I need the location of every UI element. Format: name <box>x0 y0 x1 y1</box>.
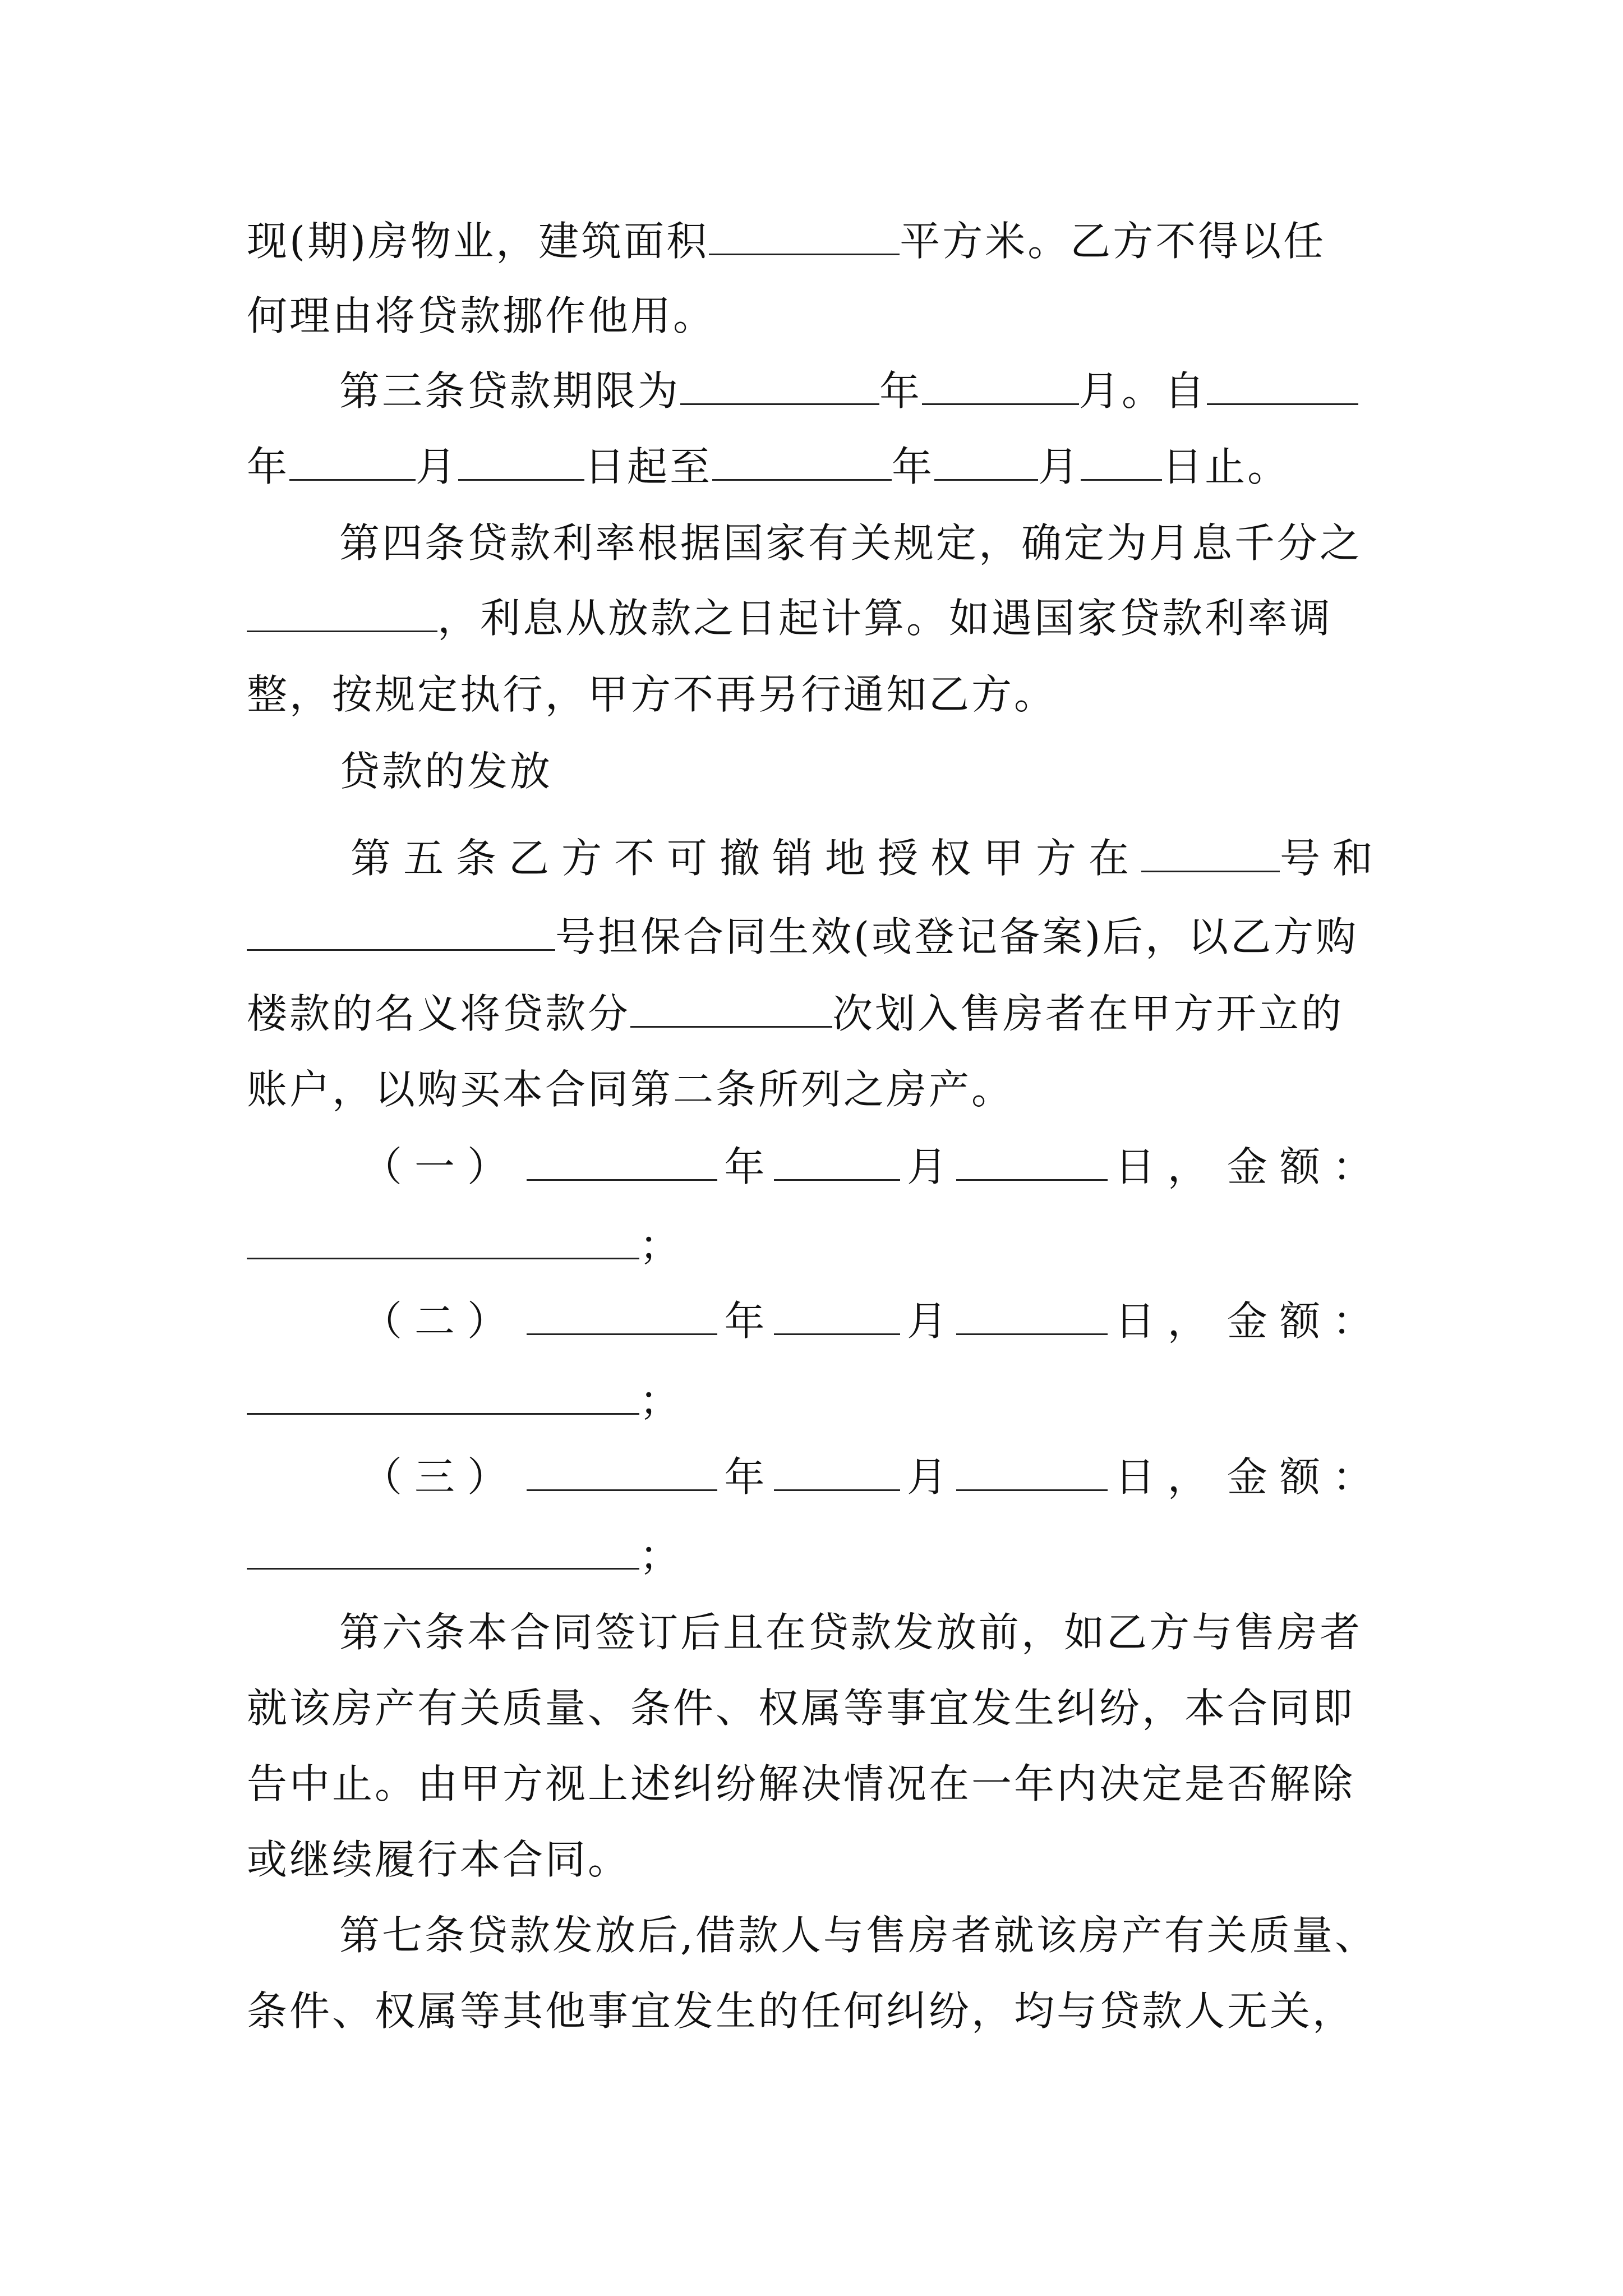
text-segment: 日， <box>1114 1143 1220 1190</box>
blank-field-month[interactable] <box>774 1299 900 1335</box>
text-line-23: 第七条贷款发放后,借款人与售房者就该房产有关质量、 <box>339 1912 1377 1959</box>
text-line-12: 账户，以购买本合同第二条所列之房产。 <box>247 1066 1015 1113</box>
text-line-24: 条件、权属等其他事宜发生的任何纠纷，均与贷款人无关， <box>247 1987 1355 2035</box>
text-segment: 金额： <box>1227 1453 1385 1501</box>
text-segment: 月。自 <box>1079 367 1207 415</box>
blank-field-amount[interactable] <box>247 1378 639 1415</box>
blank-field-contract-no-2[interactable] <box>247 914 555 951</box>
blank-field-year[interactable] <box>527 1299 717 1335</box>
text-segment: 次划入售房者在甲方开立的 <box>832 990 1344 1037</box>
blank-field-year[interactable] <box>527 1144 717 1181</box>
blank-field-years[interactable] <box>680 369 879 405</box>
text-line-22: 或继续履行本合同。 <box>247 1836 631 1883</box>
blank-field-start-day[interactable] <box>458 444 584 481</box>
blank-field-start-year[interactable] <box>1207 369 1358 405</box>
text-line-19: 第六条本合同签订后且在贷款发放前，如乙方与售房者 <box>339 1609 1363 1656</box>
text-line-7: 整，按规定执行，甲方不再另行通知乙方。 <box>247 671 1057 718</box>
text-segment: 号和 <box>1279 835 1385 882</box>
text-segment: 年 <box>892 443 935 490</box>
installment-number: （一） <box>362 1143 520 1190</box>
text-segment: 第三条贷款期限为 <box>339 367 681 415</box>
text-segment: 日， <box>1114 1453 1220 1501</box>
text-line-3 <box>339 363 1385 419</box>
text-segment: 年 <box>724 1143 767 1190</box>
text-segment: 月 <box>1038 443 1081 490</box>
blank-field-year[interactable] <box>527 1455 717 1491</box>
text-segment: 号担保合同生效(或登记备案)后，以乙方购 <box>555 913 1359 960</box>
blank-field-start-month[interactable] <box>289 444 416 481</box>
text-segment: 年 <box>247 443 290 490</box>
installment-number: （二） <box>362 1297 520 1345</box>
blank-field-month[interactable] <box>774 1144 900 1181</box>
installment-row-2 <box>362 1293 1385 1349</box>
blank-field-end-day[interactable] <box>1081 444 1162 481</box>
text-segment: 金额： <box>1227 1297 1385 1345</box>
text-segment: 楼款的名义将贷款分 <box>247 990 631 1037</box>
blank-field-day[interactable] <box>956 1144 1108 1181</box>
blank-field-day[interactable] <box>956 1455 1108 1491</box>
text-segment: 月 <box>907 1143 950 1190</box>
amount-line-1 <box>247 1217 1385 1273</box>
blank-field-installments[interactable] <box>630 991 832 1028</box>
amount-line-2 <box>247 1373 1385 1429</box>
blank-field-months[interactable] <box>922 369 1079 405</box>
blank-field-contract-no-1[interactable] <box>1141 836 1280 872</box>
blank-field-interest-rate[interactable] <box>247 596 437 632</box>
blank-field-end-month[interactable] <box>934 444 1038 481</box>
installment-row-3 <box>362 1449 1385 1505</box>
blank-field-month[interactable] <box>774 1455 900 1491</box>
text-segment: 第五条乙方不可撤销地授权甲方在 <box>351 835 1142 882</box>
text-line-5: 第四条贷款利率根据国家有关规定，确定为月息千分之 <box>339 519 1363 567</box>
text-segment: 日起至 <box>584 443 713 490</box>
text-line-4 <box>247 439 1385 495</box>
text-segment: 月 <box>416 443 459 490</box>
text-line-6 <box>247 590 1385 646</box>
text-segment: 月 <box>907 1453 950 1501</box>
text-segment: ； <box>639 1222 683 1269</box>
installment-row-1 <box>362 1139 1385 1195</box>
text-line-20: 就该房产有关质量、条件、权属等事宜发生纠纷，本合同即 <box>247 1685 1355 1732</box>
text-segment: 平方米。乙方不得以任 <box>900 218 1326 265</box>
text-segment: ； <box>639 1532 683 1579</box>
text-segment: 日止。 <box>1162 443 1290 490</box>
text-segment: 现(期)房物业，建筑面积 <box>247 218 709 265</box>
text-line-2: 何理由将贷款挪作他用。 <box>247 292 716 339</box>
blank-field-day[interactable] <box>956 1299 1108 1335</box>
text-segment: 年 <box>879 367 923 415</box>
blank-field-amount[interactable] <box>247 1533 639 1570</box>
text-segment: 日， <box>1114 1297 1220 1345</box>
blank-field-amount[interactable] <box>247 1223 639 1259</box>
text-segment: 金额： <box>1227 1143 1385 1190</box>
blank-field-area[interactable] <box>709 219 900 255</box>
blank-field-end-year[interactable] <box>712 444 892 481</box>
text-segment: ； <box>639 1377 683 1424</box>
text-line-11 <box>247 986 1385 1042</box>
text-segment: 年 <box>724 1453 767 1501</box>
section-heading: 贷款的发放 <box>339 748 553 795</box>
installment-number: （三） <box>362 1453 520 1501</box>
text-segment: 月 <box>907 1297 950 1345</box>
text-line-10 <box>247 909 1385 965</box>
text-line-21: 告中止。由甲方视上述纠纷解决情况在一年内决定是否解除 <box>247 1760 1355 1807</box>
text-segment: ，利息从放款之日起计算。如遇国家贷款利率调 <box>437 595 1333 642</box>
text-line-9 <box>351 830 1385 886</box>
amount-line-3 <box>247 1527 1385 1584</box>
text-line-1 <box>247 213 1385 269</box>
text-segment: 年 <box>724 1297 767 1345</box>
